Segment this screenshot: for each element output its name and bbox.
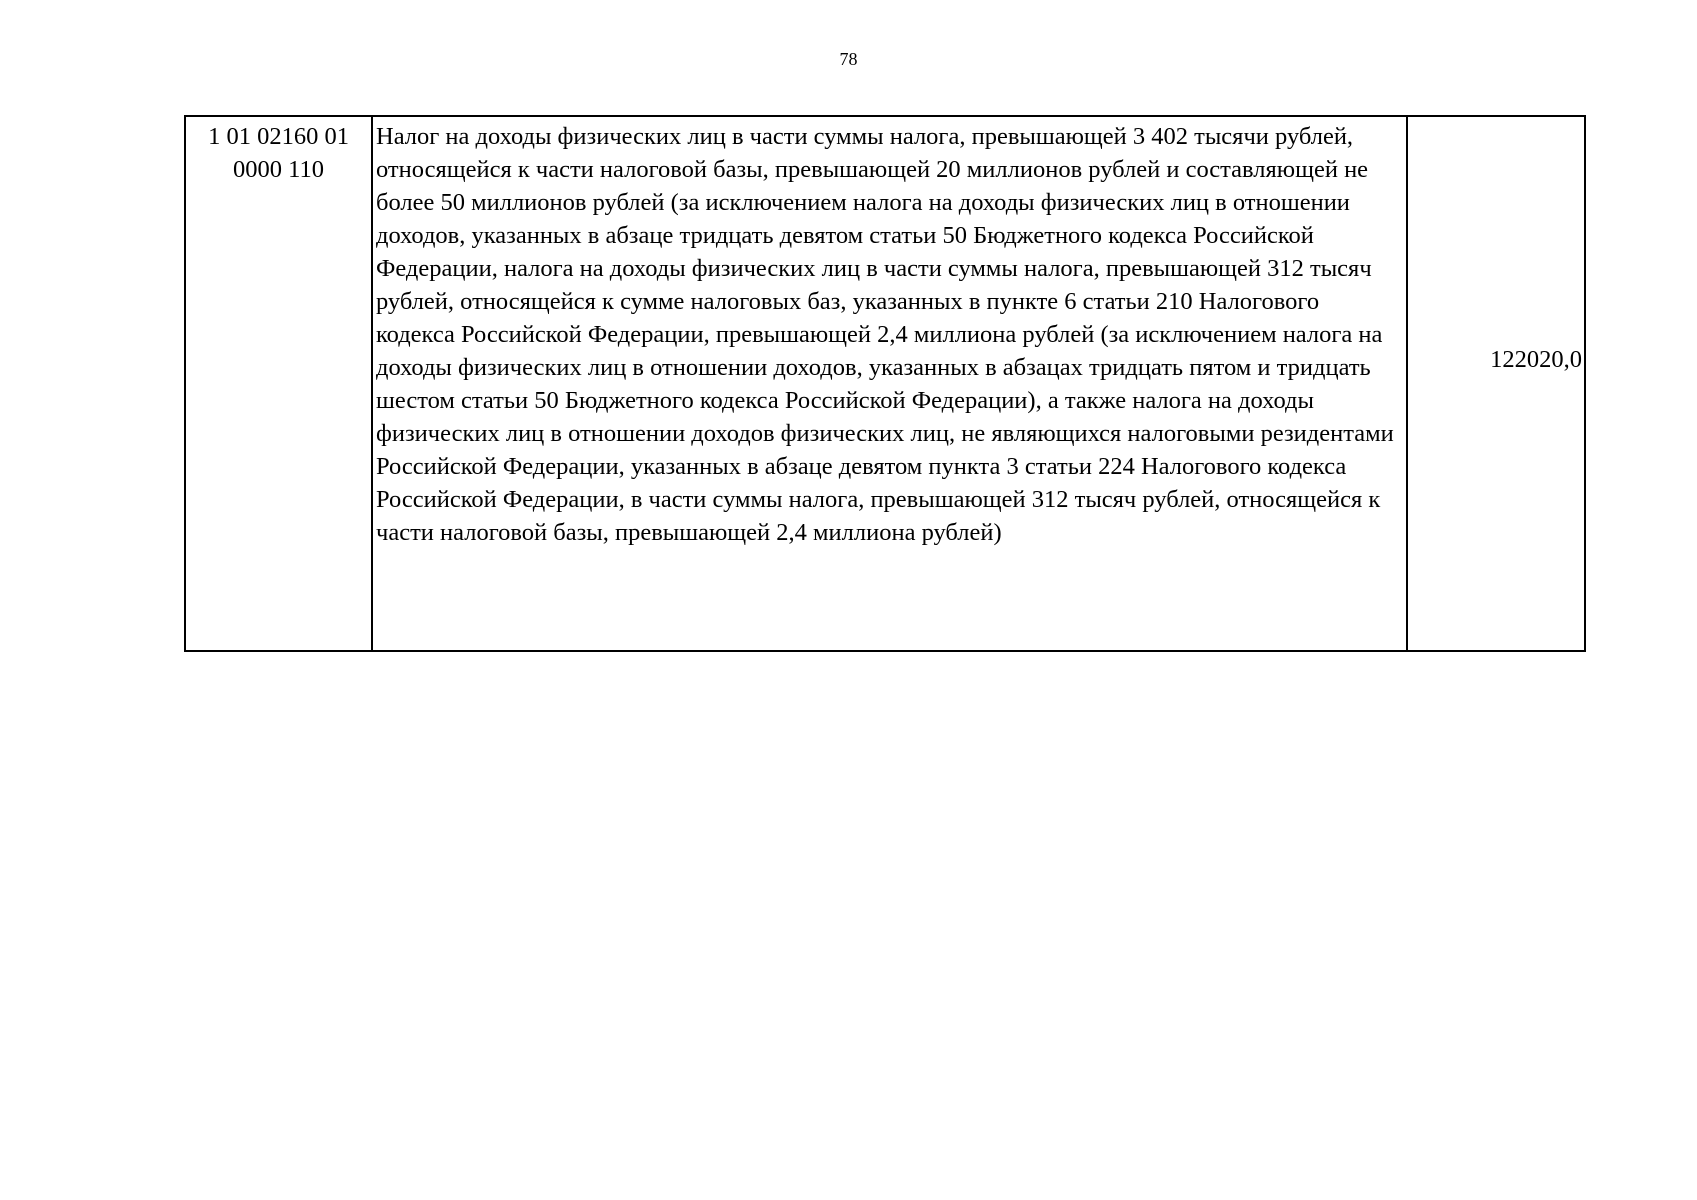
- page-number: 78: [839, 49, 858, 69]
- table-row: [185, 116, 1585, 651]
- budget-revenue-table: [184, 115, 1586, 652]
- revenue-description-cell: Налог на доходы физических лиц в части суммы налога, превышающей 3 402 тысячи рублей, относящейся к части налоговой базы, превышающей 20 миллионов рублей и составляющей не более 50 миллионов рублей (за исключением налога на доходы физических лиц в отношении доходов, указанных в абзаце тридцать девятом статьи 50 Бюджетного кодекса Российской Федерации, налога на доходы физических лиц в части суммы налога, превышающей 312 тысяч рублей, относящейся к сумме налоговых баз, указанных в пункте 6 статьи 210 Налогового кодекса Российской Федерации, превышающей 2,4 миллиона рублей (за исключением налога на доходы физических лиц в отношении доходов, указанных в абзацах тридцать пятом и тридцать шестом статьи 50 Бюджетного кодекса Российской Федерации), а также налога на доходы физических лиц в отношении доходов физических лиц, не являющихся налоговыми резидентами Российской Федерации, указанных в абзаце девятом пункта 3 статьи 224 Налогового кодекса Российской Федерации, в части суммы налога, превышающей 312 тысяч рублей, относящейся к части налоговой базы, превышающей 2,4 миллиона рублей): [372, 116, 1407, 651]
- revenue-amount-cell: [1407, 116, 1585, 651]
- revenue-code-cell: 1 01 02160 01 0000 110: [185, 116, 372, 651]
- revenue-amount-value: 122020,0: [1490, 346, 1582, 373]
